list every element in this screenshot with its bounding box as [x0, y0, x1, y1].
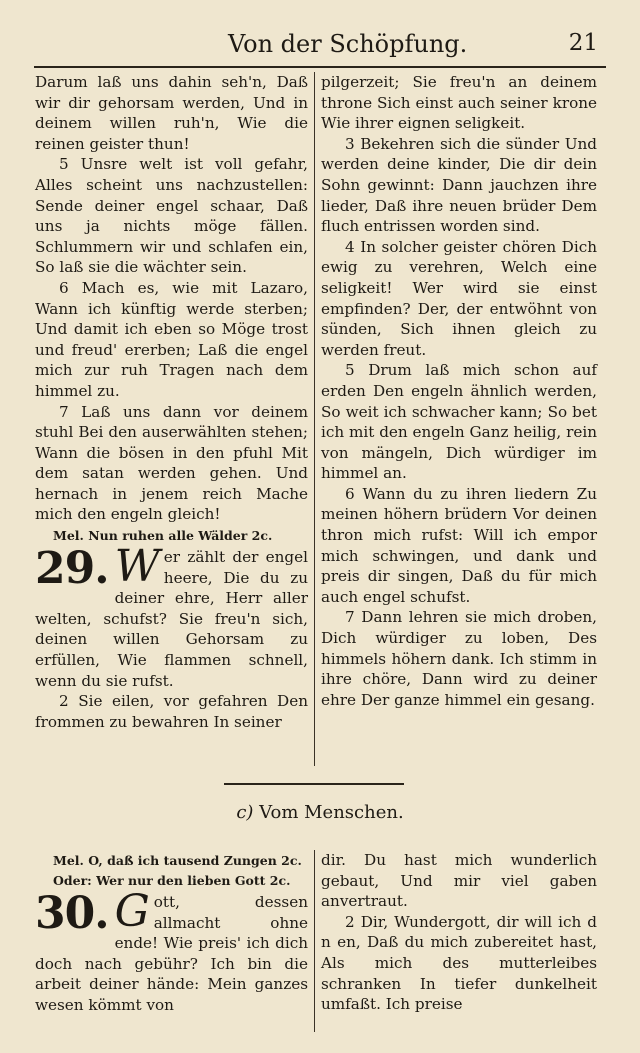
stanza-text: er zählt der engel heere, Die du zu deiner ehre, Herr aller welten, schufst? Sie freu'n sich, deinen willen Gehorsam zu erfüllen, Wie flammen schnell, wenn du sie rufst.: [35, 548, 308, 690]
lower-right-column: [321, 850, 597, 1015]
upper-right-column: [321, 72, 597, 710]
stanza-text: 6 Wann du zu ihren liedern Zu meinen höhern brüdern Vor deinen thron mich rufst: Will ich empor mich schwingen, und dank und preis dir singen, Daß du für mich auch engel schufst.: [321, 484, 597, 606]
section-heading: [0, 802, 640, 823]
melody-note: Mel. O, daß ich tausend Zungen 2c.: [53, 853, 302, 868]
stanza-text: pilgerzeit; Sie freu'n an deinem throne Sich einst auch seiner krone Wie ihrer eignen seligkeit.: [321, 73, 597, 133]
column-divider: [314, 850, 315, 1032]
stanza-text: 4 In solcher geister chören Dich ewig zu verehren, Welch eine seligkeit! Wer wird sie einst empfinden? Der, der entwöhnt von sünden, Sich ihnen gleich zu werden freut.: [321, 237, 597, 359]
stanza-text: 3 Bekehren sich die sünder Und werden deine kinder, Die dir dein Sohn gewinnt: Dann jauchzen ihre lieder, Daß ihre neuen brüder Dem fluch entrissen worden sind.: [321, 134, 597, 236]
hymn-number: 29.: [35, 543, 109, 595]
hymn-29-start: [35, 541, 308, 691]
page-title: Von der Schöpfung.: [228, 30, 468, 58]
upper-left-column: [35, 72, 308, 732]
hymn-30-start: [35, 886, 308, 1016]
stanza-text: 5 Drum laß mich schon auf erden Den engeln ähnlich werden, So weit ich schwacher kann; So bet ich mit den engeln Ganz heilig, rein von mängeln, Dich würdiger im himmel an.: [321, 361, 597, 483]
stanza-text: ott, dessen allmacht ohne ende! Wie preis' ich dich doch nach gebühr? Ich bin die arbeit deiner hände: Mein ganzes wesen kömmt von: [35, 893, 308, 1014]
stanza-text: 6 Mach es, wie mit Lazaro, Wann ich künftig werde sterben; Und damit ich eben so Möge trost und freud' ererben; Laß die engel mich zur ruh Tragen nach dem himmel zu.: [35, 278, 308, 400]
drop-cap: G: [114, 886, 150, 937]
stanza-text: 5 Unsre welt ist voll gefahr, Alles scheint uns nachzustellen: Sende deiner engel schaar, Daß uns ja nichts möge fällen. Schlummern wir und schlafen ein, So laß sie die wächter sein.: [35, 155, 308, 277]
page-number: 21: [568, 30, 598, 56]
stanza-text: 2 Sie eilen, vor gefahren Den frommen zu bewahren In seiner: [35, 692, 308, 731]
header-rule: [34, 66, 606, 68]
drop-cap: W: [114, 541, 160, 593]
stanza-text: 7 Dann lehren sie mich droben, Dich würdiger zu loben, Des himmels höhern dank. Ich stimm in ihre chöre, Dann wird zu deiner ehre Der ganze himmel ein gesang.: [321, 608, 597, 709]
melody-note: Oder: Wer nur den lieben Gott 2c.: [53, 873, 291, 888]
column-divider: [314, 72, 315, 766]
melody-note: Mel. Nun ruhen alle Wälder 2c.: [53, 528, 273, 544]
lower-left-column: [35, 850, 308, 1016]
hymn-number: 30.: [35, 888, 109, 939]
section-rule: [224, 783, 404, 785]
section-prefix: c): [236, 802, 254, 823]
stanza-text: 7 Laß uns dann vor deinem stuhl Bei den auserwählten stehen; Wann die bösen in den pfuhl Mit dem satan werden gehen. Und hernach in jenem reich Mache mich den engeln gleich!: [35, 402, 308, 524]
stanza-text: 2 Dir, Wundergott, dir will ich d n en, Daß du mich zubereitet hast, Als mich des mutterleibes schranken In tiefer dunkelheit umfaßt. Ich preise: [321, 912, 597, 1014]
section-title: Vom Menschen.: [259, 802, 404, 823]
stanza-text: Darum laß uns dahin seh'n, Daß wir dir gehorsam werden, Und in deinem willen ruh'n, Wie die reinen geister thun!: [35, 73, 308, 153]
stanza-text: dir. Du hast mich wunderlich gebaut, Und mir viel gaben anvertraut.: [321, 851, 597, 911]
